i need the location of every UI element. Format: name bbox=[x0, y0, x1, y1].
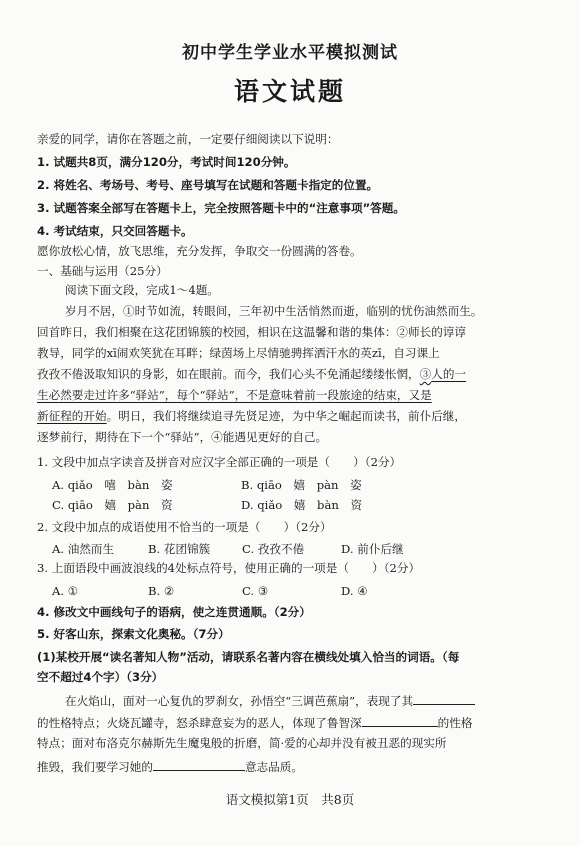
question-2-option-b[interactable]: B. 花团锦簇 bbox=[148, 542, 211, 556]
passage-line-3: 教导，同学的xī闹欢笑犹在耳畔；绿茵场上尽情驰骋挥洒汗水的英zī，自习课上 bbox=[37, 346, 440, 360]
question-3-option-d[interactable]: D. ④ bbox=[341, 584, 368, 598]
passage-line-4-text: 孜孜不倦汲取知识的身影，如在眼前。而今，我们心头不免涌起缕缕怅惘， bbox=[37, 367, 420, 381]
q5-paragraph-text-4b: 意志品质。 bbox=[244, 760, 303, 774]
question-3-stem: 3. 上面语段中画波浪线的4处标点符号，使用正确的一项是（ ）（2分） bbox=[37, 561, 421, 575]
question-4-stem: 4. 修改文中画线句子的语病，使之连贯通顺。（2分） bbox=[37, 605, 311, 619]
question-2-option-a[interactable]: A. 油然而生 bbox=[52, 542, 115, 556]
answer-blank-3[interactable] bbox=[153, 758, 245, 771]
notice-item-3: 3. 试题答案全部写在答题卡上，完全按照答题卡中的“注意事项”答题。 bbox=[37, 201, 405, 215]
underlined-sentence-start: 人的一 bbox=[431, 367, 467, 381]
question-2-option-c[interactable]: C. 孜孜不倦 bbox=[242, 542, 305, 556]
question-1-option-c[interactable]: C. qiāo 嬉 pàn 资 bbox=[52, 498, 173, 512]
passage-line-6-rest: 。明日，我们将继续追寻先贤足迹，为中华之崛起而读书，前仆后继， bbox=[106, 409, 466, 423]
section-heading: 一、基础与运用（25分） bbox=[37, 264, 168, 278]
notice-wish: 愿你放松心情，放飞思维，充分发挥，争取交一份圆满的答卷。 bbox=[37, 244, 362, 258]
question-5-stem: 5. 好客山东，探索文化奥秘。（7分） bbox=[37, 627, 230, 641]
question-2-stem: 2. 文段中加点的成语使用不恰当的一项是（ ）（2分） bbox=[37, 520, 332, 534]
passage-line-2: 回首昨日，我们相聚在这花团锦簇的校园，相识在这温馨和谐的集体：②师长的谆谆 bbox=[37, 325, 466, 339]
question-1-option-b[interactable]: B. qiāo 嬉 pàn 姿 bbox=[241, 478, 362, 492]
q5-paragraph-line-1 bbox=[65, 692, 475, 709]
passage-instruction: 阅读下面文段，完成1～4题。 bbox=[65, 283, 219, 297]
question-5-sub1-line1: (1)某校开展“读名著知人物”活动，请联系名著内容在横线处填入恰当的词语。（每 bbox=[37, 650, 460, 664]
q5-paragraph-line-2 bbox=[37, 714, 472, 731]
wavy-marker-3: ③ bbox=[419, 367, 432, 381]
passage-line-1: 岁月不居，①时节如流，转眼间，三年初中生活悄然而逝，临别的忧伤油然而生。 bbox=[65, 304, 483, 318]
answer-blank-1[interactable] bbox=[413, 692, 475, 705]
q5-paragraph-line-4 bbox=[37, 758, 303, 775]
q5-paragraph-line-3: 特点；面对布洛克尔赫斯先生魔鬼般的折磨，简·爱的心却并没有被丑恶的现实所 bbox=[37, 736, 447, 750]
notice-item-2: 2. 将姓名、考场号、考号、座号填写在试题和答题卡指定的位置。 bbox=[37, 178, 379, 192]
subject-title: 语文试题 bbox=[233, 77, 346, 106]
question-2-option-d[interactable]: D. 前仆后继 bbox=[341, 542, 404, 556]
question-3-option-c[interactable]: C. ③ bbox=[242, 584, 269, 598]
question-3-option-a[interactable]: A. ① bbox=[52, 584, 79, 598]
exam-title: 初中学生学业水平模拟测试 bbox=[182, 43, 398, 63]
question-5-sub1-line2: 空不超过4个字）（3分） bbox=[37, 670, 164, 684]
passage-line-6 bbox=[37, 409, 466, 424]
passage-line-7: 逐梦前行，期待在下一个“驿站”，④能遇见更好的自己。 bbox=[37, 430, 328, 444]
q5-paragraph-text-1: 在火焰山，面对一心复仇的罗刹女，孙悟空“三调芭蕉扇”，表现了其 bbox=[65, 694, 414, 708]
q5-paragraph-text-4: 推毁，我们要学习她的 bbox=[37, 760, 153, 774]
q5-paragraph-text-2: 的性格特点；火烧瓦罐寺，怒杀肆意妄为的恶人，体现了鲁智深 bbox=[37, 716, 362, 730]
page-footer: 语文模拟第1页 共8页 bbox=[225, 792, 355, 807]
answer-blank-2[interactable] bbox=[362, 714, 438, 727]
q5-paragraph-text-2b: 的性格 bbox=[437, 716, 473, 730]
question-3-option-b[interactable]: B. ② bbox=[148, 584, 175, 598]
notice-item-4: 4. 考试结束，只交回答题卡。 bbox=[37, 224, 193, 238]
question-1-option-a[interactable]: A. qiǎo 嘻 bàn 姿 bbox=[52, 478, 173, 492]
notice-greeting: 亲爱的同学，请你在答题之前，一定要仔细阅读以下说明： bbox=[37, 132, 339, 146]
notice-item-1: 1. 试题共8页，满分120分，考试时间120分钟。 bbox=[37, 155, 296, 169]
question-1-stem: 1. 文段中加点字读音及拼音对应汉字全部正确的一项是（ ）（2分） bbox=[37, 455, 402, 469]
underlined-sentence-end: 新征程的开始 bbox=[37, 409, 107, 423]
underlined-sentence-middle: 生必然要走过许多“驿站”，每个“驿站”，不是意味着前一段旅途的结束，又是 bbox=[37, 388, 432, 402]
passage-line-4 bbox=[37, 367, 466, 382]
question-1-option-d[interactable]: D. qiǎo 嬉 bàn 资 bbox=[241, 498, 363, 512]
